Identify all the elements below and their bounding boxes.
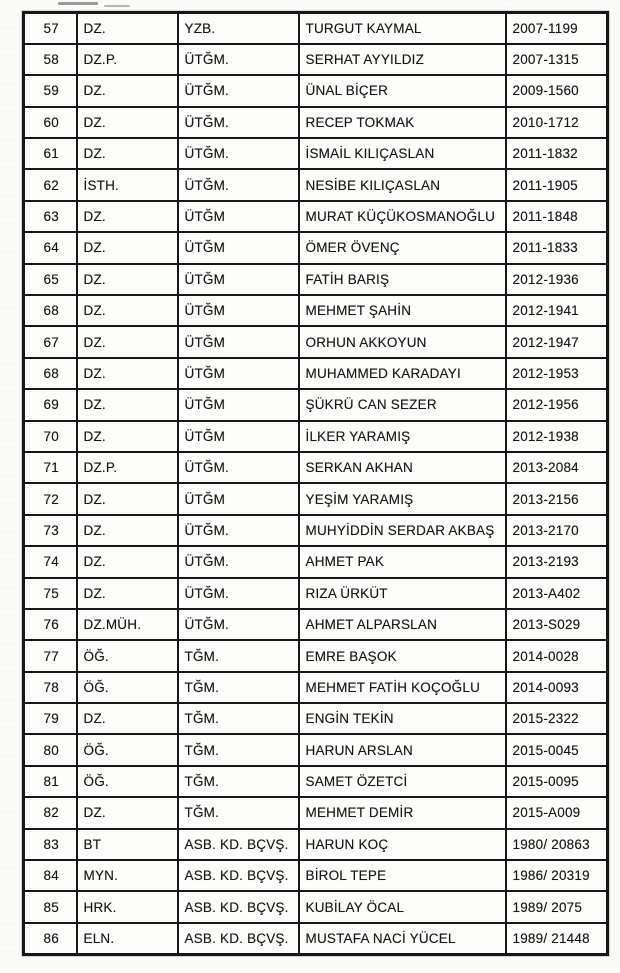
- name-cell: İSMAİL KILIÇASLAN: [299, 138, 506, 169]
- table-row: [24, 295, 608, 326]
- name-cell: BİROL TEPE: [299, 860, 506, 891]
- registry-number-cell: 2014-0093: [506, 672, 608, 703]
- registry-number-cell: 2010-1712: [506, 107, 608, 138]
- name-cell: TURGUT KAYMAL: [299, 13, 506, 44]
- row-number-cell: 68: [24, 295, 77, 326]
- rank-cell: ÜTĞM: [178, 201, 299, 232]
- registry-number-cell: 2012-1953: [506, 358, 608, 389]
- branch-cell: DZ.P.: [77, 44, 178, 75]
- rank-cell: ÜTĞM.: [178, 578, 299, 609]
- rank-cell: ASB. KD. BÇVŞ.: [178, 829, 299, 860]
- table-row: [24, 797, 608, 828]
- row-number-cell: 68: [24, 358, 77, 389]
- table-row: [24, 703, 608, 734]
- name-cell: SERKAN AKHAN: [299, 452, 506, 483]
- registry-number-cell: 1989/ 21448: [506, 923, 608, 954]
- table-row: [24, 860, 608, 891]
- row-number-cell: 59: [24, 75, 77, 106]
- rank-cell: TĞM.: [178, 797, 299, 828]
- table-row: [24, 766, 608, 797]
- scan-smudge: [58, 2, 98, 5]
- branch-cell: MYN.: [77, 860, 178, 891]
- table-row: [24, 13, 608, 44]
- name-cell: MUHYİDDİN SERDAR AKBAŞ: [299, 515, 506, 546]
- table-row: [24, 201, 608, 232]
- branch-cell: DZ.: [77, 75, 178, 106]
- name-cell: MEHMET FATİH KOÇOĞLU: [299, 672, 506, 703]
- row-number-cell: 78: [24, 672, 77, 703]
- table-row: [24, 264, 608, 295]
- rank-cell: YZB.: [178, 13, 299, 44]
- name-cell: HARUN KOÇ: [299, 829, 506, 860]
- rank-cell: ÜTĞM: [178, 295, 299, 326]
- personnel-roster-table: [22, 11, 609, 956]
- rank-cell: TĞM.: [178, 766, 299, 797]
- table-row: [24, 734, 608, 765]
- branch-cell: DZ.: [77, 483, 178, 514]
- row-number-cell: 60: [24, 107, 77, 138]
- branch-cell: DZ.: [77, 201, 178, 232]
- rank-cell: ÜTĞM.: [178, 452, 299, 483]
- registry-number-cell: 2013-2170: [506, 515, 608, 546]
- registry-number-cell: 2013-S029: [506, 609, 608, 640]
- rank-cell: ÜTĞM.: [178, 44, 299, 75]
- row-number-cell: 83: [24, 829, 77, 860]
- registry-number-cell: 2012-1947: [506, 326, 608, 357]
- name-cell: RECEP TOKMAK: [299, 107, 506, 138]
- rank-cell: TĞM.: [178, 734, 299, 765]
- name-cell: ENGİN TEKİN: [299, 703, 506, 734]
- rank-cell: ÜTĞM.: [178, 515, 299, 546]
- rank-cell: TĞM.: [178, 640, 299, 671]
- branch-cell: DZ.: [77, 232, 178, 263]
- rank-cell: TĞM.: [178, 672, 299, 703]
- branch-cell: İSTH.: [77, 169, 178, 200]
- table-row: [24, 609, 608, 640]
- table-row: [24, 891, 608, 922]
- branch-cell: DZ.: [77, 295, 178, 326]
- branch-cell: DZ.: [77, 703, 178, 734]
- table-row: [24, 232, 608, 263]
- row-number-cell: 71: [24, 452, 77, 483]
- branch-cell: ÖĞ.: [77, 640, 178, 671]
- name-cell: AHMET ALPARSLAN: [299, 609, 506, 640]
- name-cell: İLKER YARAMIŞ: [299, 421, 506, 452]
- registry-number-cell: 2012-1941: [506, 295, 608, 326]
- table-row: [24, 169, 608, 200]
- row-number-cell: 58: [24, 44, 77, 75]
- row-number-cell: 64: [24, 232, 77, 263]
- row-number-cell: 86: [24, 923, 77, 954]
- name-cell: ŞÜKRÜ CAN SEZER: [299, 389, 506, 420]
- table-row: [24, 640, 608, 671]
- registry-number-cell: 2013-2156: [506, 483, 608, 514]
- name-cell: MUHAMMED KARADAYI: [299, 358, 506, 389]
- registry-number-cell: 2013-2193: [506, 546, 608, 577]
- rank-cell: ÜTĞM.: [178, 609, 299, 640]
- name-cell: ÖMER ÖVENÇ: [299, 232, 506, 263]
- row-number-cell: 65: [24, 264, 77, 295]
- branch-cell: DZ.: [77, 264, 178, 295]
- name-cell: MEHMET ŞAHİN: [299, 295, 506, 326]
- rank-cell: ÜTĞM: [178, 358, 299, 389]
- row-number-cell: 69: [24, 389, 77, 420]
- name-cell: KUBİLAY ÖCAL: [299, 891, 506, 922]
- row-number-cell: 82: [24, 797, 77, 828]
- row-number-cell: 63: [24, 201, 77, 232]
- table-row: [24, 75, 608, 106]
- branch-cell: DZ.: [77, 326, 178, 357]
- branch-cell: DZ.: [77, 797, 178, 828]
- rank-cell: ÜTĞM: [178, 326, 299, 357]
- registry-number-cell: 2009-1560: [506, 75, 608, 106]
- rank-cell: ÜTĞM: [178, 264, 299, 295]
- table-row: [24, 829, 608, 860]
- branch-cell: DZ.: [77, 389, 178, 420]
- rank-cell: ÜTĞM: [178, 483, 299, 514]
- branch-cell: BT: [77, 829, 178, 860]
- row-number-cell: 77: [24, 640, 77, 671]
- table-row: [24, 672, 608, 703]
- branch-cell: ELN.: [77, 923, 178, 954]
- registry-number-cell: 2011-1905: [506, 169, 608, 200]
- registry-number-cell: 2011-1833: [506, 232, 608, 263]
- row-number-cell: 80: [24, 734, 77, 765]
- table-row: [24, 358, 608, 389]
- registry-number-cell: 2011-1848: [506, 201, 608, 232]
- branch-cell: DZ.: [77, 546, 178, 577]
- registry-number-cell: 2015-A009: [506, 797, 608, 828]
- branch-cell: DZ.: [77, 358, 178, 389]
- registry-number-cell: 2007-1315: [506, 44, 608, 75]
- name-cell: HARUN ARSLAN: [299, 734, 506, 765]
- rank-cell: ASB. KD. BÇVŞ.: [178, 923, 299, 954]
- table-row: [24, 138, 608, 169]
- name-cell: MUSTAFA NACİ YÜCEL: [299, 923, 506, 954]
- registry-number-cell: 2012-1956: [506, 389, 608, 420]
- table-row: [24, 923, 608, 954]
- name-cell: EMRE BAŞOK: [299, 640, 506, 671]
- branch-cell: HRK.: [77, 891, 178, 922]
- rank-cell: ÜTĞM: [178, 421, 299, 452]
- name-cell: ORHUN AKKOYUN: [299, 326, 506, 357]
- table-row: [24, 44, 608, 75]
- name-cell: AHMET PAK: [299, 546, 506, 577]
- rank-cell: ÜTĞM.: [178, 138, 299, 169]
- branch-cell: DZ.: [77, 107, 178, 138]
- table-row: [24, 546, 608, 577]
- name-cell: RIZA ÜRKÜT: [299, 578, 506, 609]
- rank-cell: ÜTĞM: [178, 389, 299, 420]
- registry-number-cell: 2014-0028: [506, 640, 608, 671]
- row-number-cell: 76: [24, 609, 77, 640]
- row-number-cell: 70: [24, 421, 77, 452]
- rank-cell: TĞM.: [178, 703, 299, 734]
- row-number-cell: 75: [24, 578, 77, 609]
- branch-cell: ÖĞ.: [77, 672, 178, 703]
- row-number-cell: 73: [24, 515, 77, 546]
- registry-number-cell: 2015-0045: [506, 734, 608, 765]
- registry-number-cell: 2007-1199: [506, 13, 608, 44]
- scan-smudge: [104, 5, 130, 7]
- registry-number-cell: 2012-1938: [506, 421, 608, 452]
- registry-number-cell: 1986/ 20319: [506, 860, 608, 891]
- rank-cell: ÜTĞM.: [178, 169, 299, 200]
- row-number-cell: 57: [24, 13, 77, 44]
- registry-number-cell: 2011-1832: [506, 138, 608, 169]
- registry-number-cell: 1989/ 2075: [506, 891, 608, 922]
- table-row: [24, 483, 608, 514]
- name-cell: FATİH BARIŞ: [299, 264, 506, 295]
- row-number-cell: 62: [24, 169, 77, 200]
- row-number-cell: 85: [24, 891, 77, 922]
- table-row: [24, 326, 608, 357]
- name-cell: SERHAT AYYILDIZ: [299, 44, 506, 75]
- row-number-cell: 74: [24, 546, 77, 577]
- name-cell: ÜNAL BİÇER: [299, 75, 506, 106]
- branch-cell: DZ.: [77, 421, 178, 452]
- branch-cell: DZ.P.: [77, 452, 178, 483]
- table-row: [24, 389, 608, 420]
- row-number-cell: 61: [24, 138, 77, 169]
- registry-number-cell: 2015-2322: [506, 703, 608, 734]
- rank-cell: ÜTĞM.: [178, 107, 299, 138]
- rank-cell: ÜTĞM.: [178, 546, 299, 577]
- branch-cell: ÖĞ.: [77, 734, 178, 765]
- table-row: [24, 452, 608, 483]
- rank-cell: ASB. KD. BÇVŞ.: [178, 891, 299, 922]
- registry-number-cell: 2013-2084: [506, 452, 608, 483]
- name-cell: NESİBE KILIÇASLAN: [299, 169, 506, 200]
- name-cell: SAMET ÖZETCİ: [299, 766, 506, 797]
- branch-cell: DZ.: [77, 578, 178, 609]
- table-row: [24, 421, 608, 452]
- rank-cell: ÜTĞM.: [178, 75, 299, 106]
- table-row: [24, 515, 608, 546]
- name-cell: MEHMET DEMİR: [299, 797, 506, 828]
- branch-cell: ÖĞ.: [77, 766, 178, 797]
- rank-cell: ÜTĞM: [178, 232, 299, 263]
- name-cell: MURAT KÜÇÜKOSMANOĞLU: [299, 201, 506, 232]
- table-row: [24, 578, 608, 609]
- row-number-cell: 72: [24, 483, 77, 514]
- row-number-cell: 81: [24, 766, 77, 797]
- row-number-cell: 79: [24, 703, 77, 734]
- registry-number-cell: 1980/ 20863: [506, 829, 608, 860]
- rank-cell: ASB. KD. BÇVŞ.: [178, 860, 299, 891]
- branch-cell: DZ.: [77, 13, 178, 44]
- row-number-cell: 67: [24, 326, 77, 357]
- branch-cell: DZ.: [77, 515, 178, 546]
- registry-number-cell: 2012-1936: [506, 264, 608, 295]
- row-number-cell: 84: [24, 860, 77, 891]
- branch-cell: DZ.: [77, 138, 178, 169]
- table-row: [24, 107, 608, 138]
- branch-cell: DZ.MÜH.: [77, 609, 178, 640]
- registry-number-cell: 2015-0095: [506, 766, 608, 797]
- personnel-roster-body: [24, 13, 608, 955]
- name-cell: YEŞİM YARAMIŞ: [299, 483, 506, 514]
- registry-number-cell: 2013-A402: [506, 578, 608, 609]
